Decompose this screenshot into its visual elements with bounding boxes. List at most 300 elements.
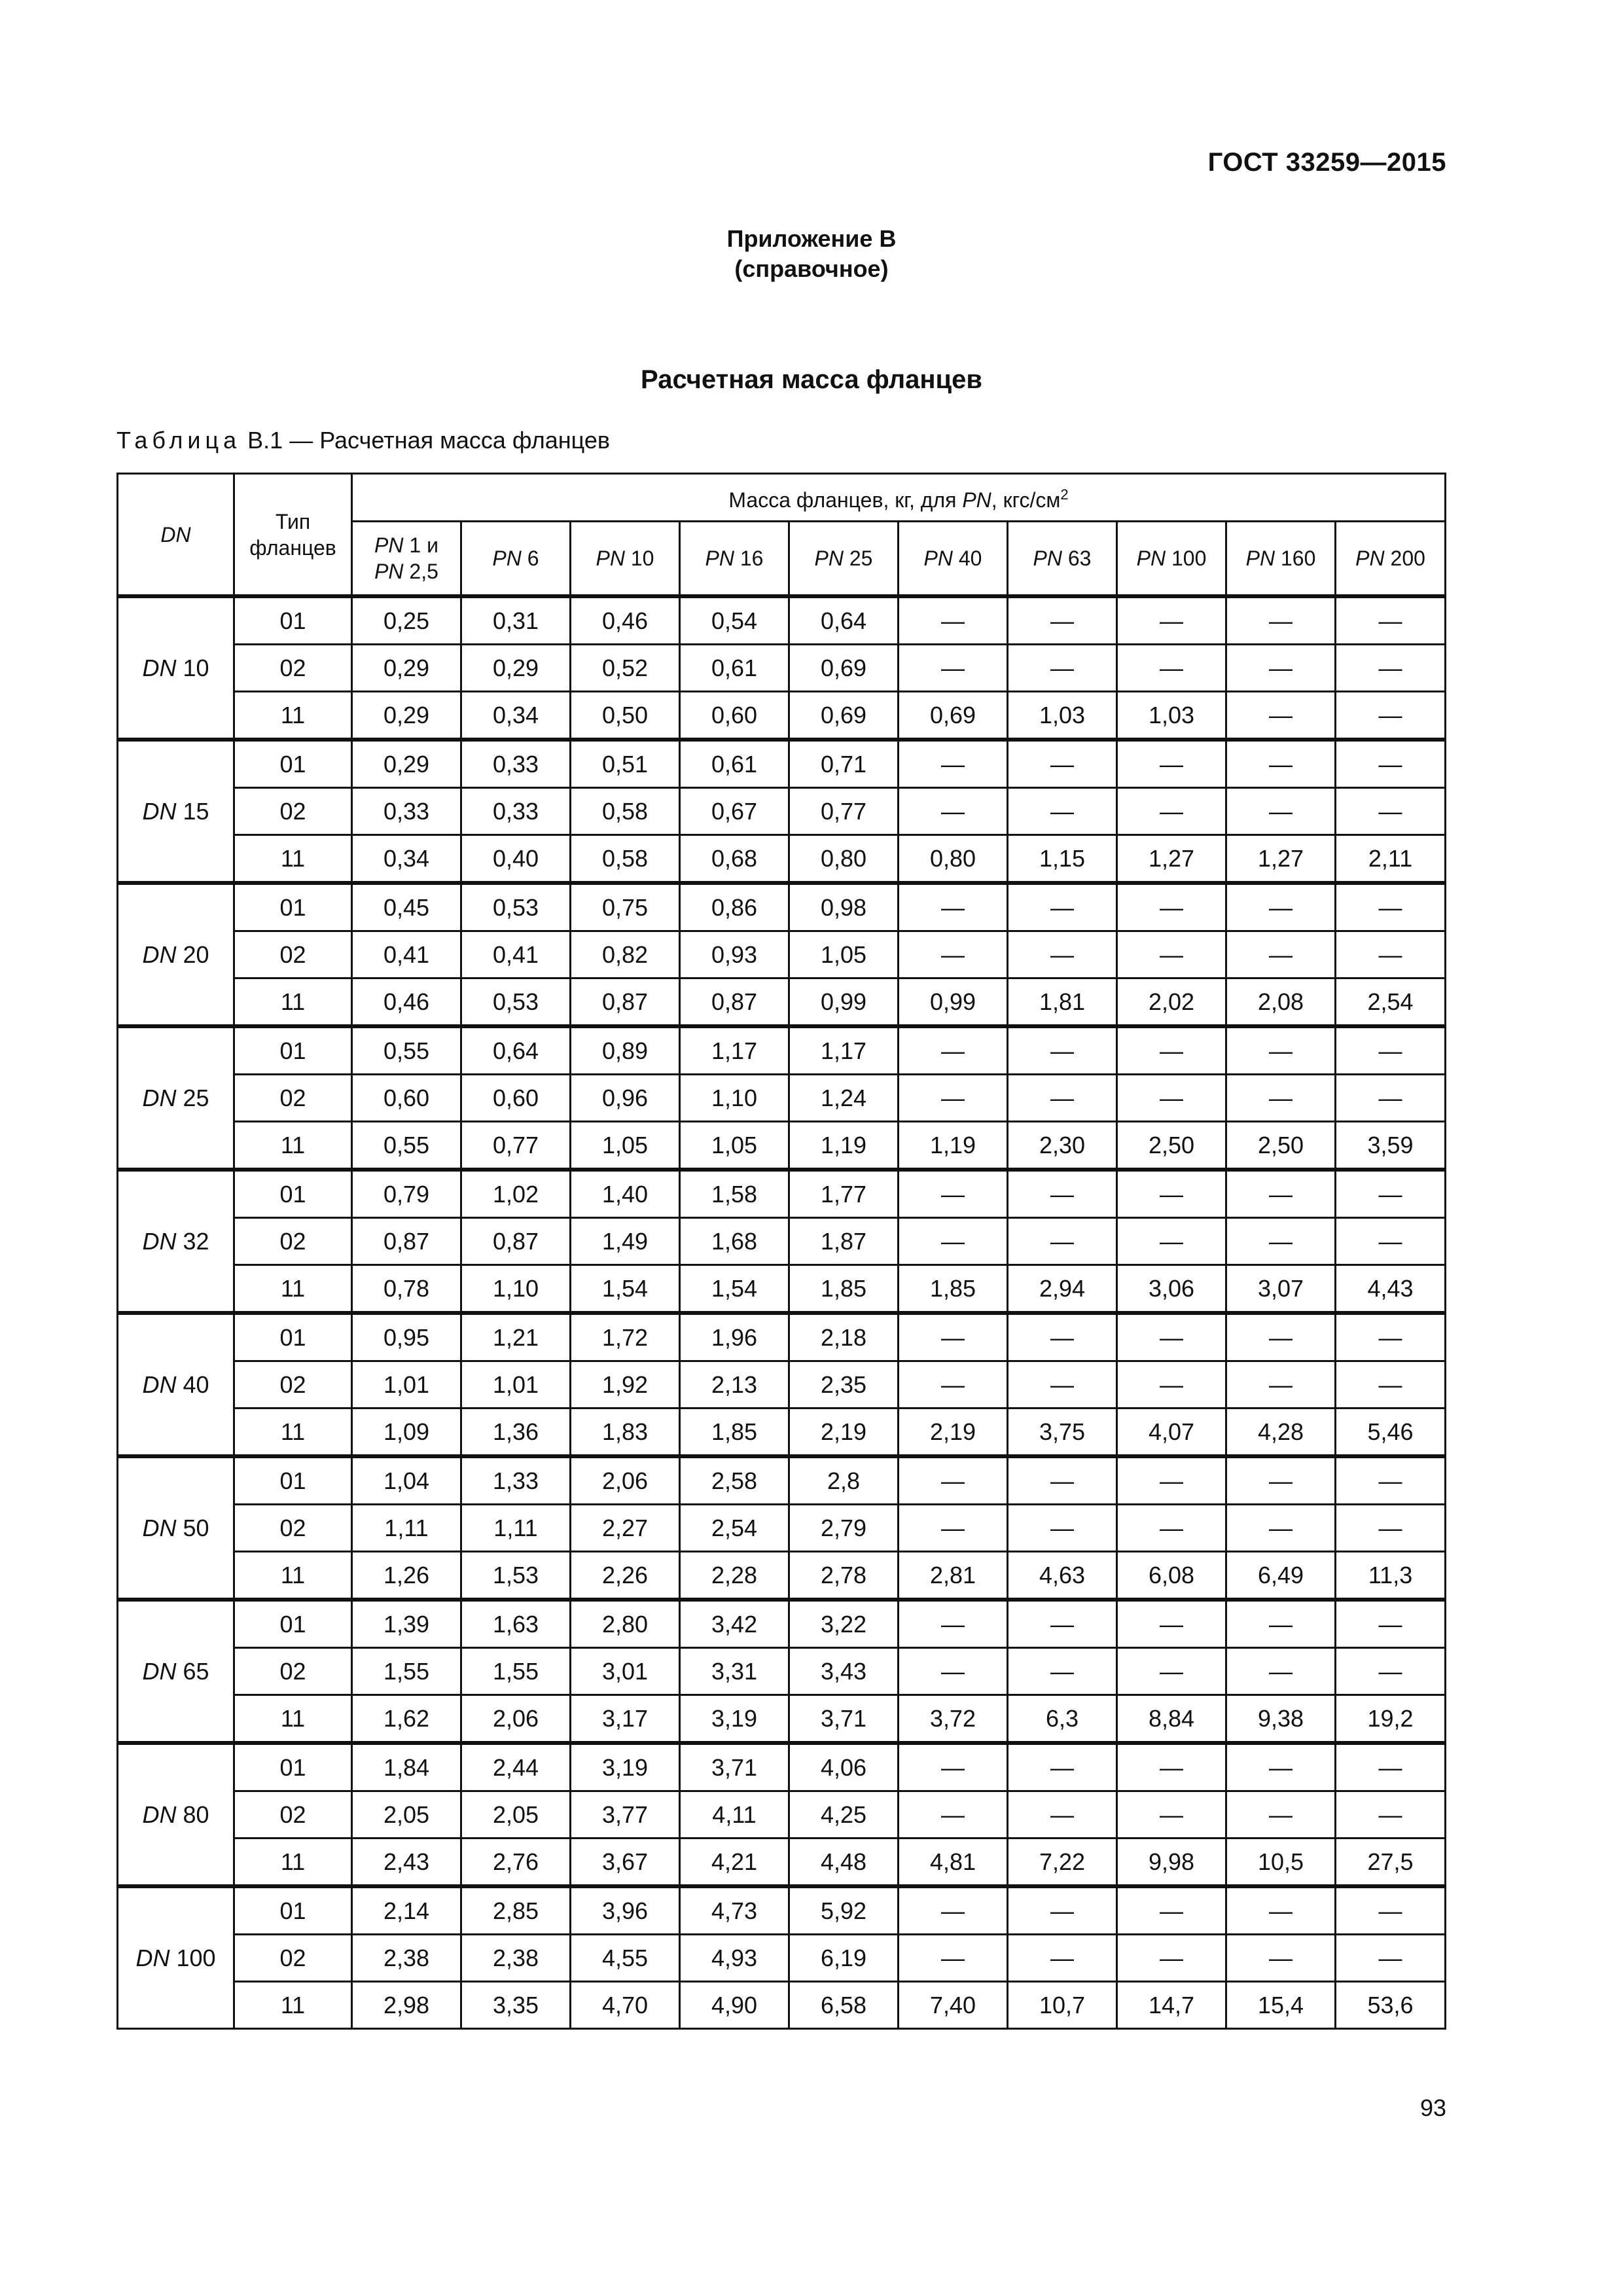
mass-value-cell: — <box>899 1600 1008 1648</box>
mass-value-cell: 1,09 <box>352 1408 461 1457</box>
table-row <box>118 596 1446 645</box>
mass-value-cell: — <box>1008 1791 1117 1839</box>
mass-value-cell: 7,22 <box>1008 1839 1117 1887</box>
mass-value-cell: — <box>1336 645 1446 692</box>
dn-cell: DN 15 <box>118 740 234 883</box>
table-row <box>118 1982 1446 2029</box>
mass-value-cell: — <box>1117 1361 1226 1408</box>
mass-value-cell: 2,54 <box>680 1505 789 1552</box>
mass-value-cell: — <box>1117 1505 1226 1552</box>
flange-type-cell: 01 <box>234 1026 352 1075</box>
mass-value-cell: 0,96 <box>571 1075 680 1122</box>
table-row <box>118 1170 1446 1218</box>
dn-cell: DN 25 <box>118 1026 234 1170</box>
mass-value-cell: 2,94 <box>1008 1265 1117 1314</box>
mass-value-cell: 1,49 <box>571 1218 680 1265</box>
mass-value-cell: — <box>899 1743 1008 1791</box>
table-caption <box>116 427 610 454</box>
mass-value-cell: 0,45 <box>352 883 461 931</box>
mass-value-cell: — <box>1008 1600 1117 1648</box>
mass-value-cell: — <box>1336 740 1446 788</box>
mass-value-cell: 0,79 <box>352 1170 461 1218</box>
table-body <box>118 596 1446 2029</box>
mass-value-cell: 0,77 <box>461 1122 571 1170</box>
dn-cell: DN 40 <box>118 1313 234 1456</box>
mass-value-cell: 9,38 <box>1226 1695 1336 1744</box>
mass-value-cell: 1,40 <box>571 1170 680 1218</box>
mass-value-cell: 4,81 <box>899 1839 1008 1887</box>
table-row <box>118 645 1446 692</box>
mass-value-cell: 10,5 <box>1226 1839 1336 1887</box>
mass-value-cell: 0,58 <box>571 835 680 884</box>
mass-value-cell: 6,08 <box>1117 1552 1226 1600</box>
mass-value-cell: 0,29 <box>461 645 571 692</box>
mass-value-cell: — <box>1008 1075 1117 1122</box>
mass-value-cell: 3,17 <box>571 1695 680 1744</box>
flange-type-cell: 02 <box>234 645 352 692</box>
mass-value-cell: 0,60 <box>352 1075 461 1122</box>
mass-value-cell: 6,3 <box>1008 1695 1117 1744</box>
mass-value-cell: 3,71 <box>680 1743 789 1791</box>
flange-type-cell: 11 <box>234 1265 352 1314</box>
mass-value-cell: — <box>1117 1170 1226 1218</box>
group-header-pn: PN <box>962 488 991 512</box>
column-header-pn: PN 10 <box>571 522 680 597</box>
mass-value-cell: 0,64 <box>461 1026 571 1075</box>
mass-value-cell: 2,26 <box>571 1552 680 1600</box>
mass-value-cell: — <box>899 1648 1008 1695</box>
table-row <box>118 692 1446 740</box>
mass-value-cell: 0,61 <box>680 740 789 788</box>
mass-value-cell: 1,11 <box>352 1505 461 1552</box>
mass-value-cell: 2,14 <box>352 1886 461 1935</box>
mass-value-cell: 0,33 <box>461 788 571 835</box>
mass-value-cell: 0,75 <box>571 883 680 931</box>
mass-value-cell: 2,79 <box>789 1505 899 1552</box>
mass-value-cell: 2,11 <box>1336 835 1446 884</box>
mass-value-cell: 11,3 <box>1336 1552 1446 1600</box>
mass-value-cell: 3,31 <box>680 1648 789 1695</box>
mass-value-cell: — <box>899 1886 1008 1935</box>
appendix-heading <box>0 224 1623 284</box>
mass-value-cell: 0,46 <box>352 978 461 1027</box>
mass-value-cell: — <box>1336 1170 1446 1218</box>
mass-value-cell: — <box>1008 1743 1117 1791</box>
mass-value-cell: 3,35 <box>461 1982 571 2029</box>
mass-value-cell: 3,01 <box>571 1648 680 1695</box>
column-header-pn: PN 200 <box>1336 522 1446 597</box>
mass-value-cell: — <box>1336 1935 1446 1982</box>
mass-value-cell: — <box>1008 1361 1117 1408</box>
flange-type-cell: 02 <box>234 1505 352 1552</box>
mass-value-cell: 0,80 <box>789 835 899 884</box>
mass-value-cell: 1,03 <box>1117 692 1226 740</box>
table-row <box>118 1886 1446 1935</box>
mass-value-cell: 0,77 <box>789 788 899 835</box>
table-row <box>118 1791 1446 1839</box>
column-header-pn: PN 100 <box>1117 522 1226 597</box>
mass-value-cell: 1,96 <box>680 1313 789 1361</box>
mass-value-cell: 53,6 <box>1336 1982 1446 2029</box>
mass-value-cell: 1,85 <box>680 1408 789 1457</box>
mass-value-cell: 1,21 <box>461 1313 571 1361</box>
table-caption-text: — Расчетная масса фланцев <box>283 427 611 454</box>
mass-value-cell: 0,53 <box>461 883 571 931</box>
mass-value-cell: 0,25 <box>352 596 461 645</box>
mass-value-cell: 2,06 <box>461 1695 571 1744</box>
mass-value-cell: 10,7 <box>1008 1982 1117 2029</box>
mass-value-cell: — <box>1117 1935 1226 1982</box>
mass-value-cell: — <box>1336 788 1446 835</box>
mass-value-cell: 0,31 <box>461 596 571 645</box>
mass-value-cell: — <box>1226 1361 1336 1408</box>
mass-value-cell: 0,33 <box>461 740 571 788</box>
mass-value-cell: 1,01 <box>352 1361 461 1408</box>
mass-value-cell: 1,27 <box>1226 835 1336 884</box>
mass-value-cell: — <box>899 1218 1008 1265</box>
mass-value-cell: 0,71 <box>789 740 899 788</box>
mass-value-cell: 1,01 <box>461 1361 571 1408</box>
mass-value-cell: 4,25 <box>789 1791 899 1839</box>
column-group-header-mass <box>352 474 1446 522</box>
flange-type-cell: 11 <box>234 1839 352 1887</box>
mass-value-cell: — <box>1117 1075 1226 1122</box>
mass-value-cell: 0,87 <box>352 1218 461 1265</box>
mass-value-cell: 1,03 <box>1008 692 1117 740</box>
column-header-pn-1-2-5 <box>352 522 461 597</box>
mass-value-cell: — <box>899 1075 1008 1122</box>
mass-value-cell: 0,58 <box>571 788 680 835</box>
mass-value-cell: 1,05 <box>571 1122 680 1170</box>
mass-value-cell: 0,87 <box>571 978 680 1027</box>
mass-value-cell: 3,43 <box>789 1648 899 1695</box>
mass-value-cell: 3,19 <box>680 1695 789 1744</box>
mass-value-cell: 1,63 <box>461 1600 571 1648</box>
flange-type-cell: 11 <box>234 1695 352 1744</box>
mass-value-cell: — <box>1226 1026 1336 1075</box>
mass-value-cell: — <box>899 1026 1008 1075</box>
column-header-flange-type-line2: фланцев <box>249 535 336 560</box>
table-row <box>118 1408 1446 1457</box>
mass-value-cell: 2,19 <box>899 1408 1008 1457</box>
dn-cell: DN 50 <box>118 1456 234 1600</box>
mass-value-cell: — <box>899 596 1008 645</box>
mass-value-cell: 0,61 <box>680 645 789 692</box>
mass-value-cell: 1,02 <box>461 1170 571 1218</box>
mass-value-cell: 2,43 <box>352 1839 461 1887</box>
column-header-pn: PN 25 <box>789 522 899 597</box>
mass-value-cell: 15,4 <box>1226 1982 1336 2029</box>
mass-value-cell: 2,44 <box>461 1743 571 1791</box>
mass-value-cell: — <box>1226 883 1336 931</box>
mass-value-cell: — <box>1226 1170 1336 1218</box>
mass-value-cell: 14,7 <box>1117 1982 1226 2029</box>
mass-value-cell: — <box>1226 1218 1336 1265</box>
mass-value-cell: — <box>1008 1648 1117 1695</box>
mass-value-cell: — <box>1226 596 1336 645</box>
mass-value-cell: 0,60 <box>461 1075 571 1122</box>
mass-value-cell: — <box>1226 1886 1336 1935</box>
mass-value-cell: 0,98 <box>789 883 899 931</box>
flange-type-cell: 01 <box>234 1313 352 1361</box>
mass-value-cell: 4,63 <box>1008 1552 1117 1600</box>
mass-value-cell: 2,38 <box>461 1935 571 1982</box>
mass-value-cell: 3,75 <box>1008 1408 1117 1457</box>
mass-value-cell: 0,99 <box>899 978 1008 1027</box>
mass-value-cell: 1,05 <box>789 931 899 978</box>
mass-value-cell: 27,5 <box>1336 1839 1446 1887</box>
mass-value-cell: 19,2 <box>1336 1695 1446 1744</box>
mass-value-cell: 0,93 <box>680 931 789 978</box>
mass-value-cell: 0,99 <box>789 978 899 1027</box>
mass-value-cell: 1,54 <box>680 1265 789 1314</box>
mass-value-cell: — <box>1226 1075 1336 1122</box>
mass-value-cell: — <box>1008 1935 1117 1982</box>
mass-value-cell: 0,87 <box>461 1218 571 1265</box>
mass-value-cell: 1,27 <box>1117 835 1226 884</box>
mass-value-cell: 3,67 <box>571 1839 680 1887</box>
mass-value-cell: — <box>1336 1026 1446 1075</box>
mass-value-cell: 2,08 <box>1226 978 1336 1027</box>
mass-value-cell: 1,33 <box>461 1456 571 1505</box>
mass-value-cell: 4,48 <box>789 1839 899 1887</box>
mass-value-cell: 2,30 <box>1008 1122 1117 1170</box>
mass-value-cell: — <box>1008 788 1117 835</box>
mass-value-cell: 0,69 <box>899 692 1008 740</box>
table-row <box>118 1505 1446 1552</box>
mass-value-cell: 1,54 <box>571 1265 680 1314</box>
mass-value-cell: 1,17 <box>680 1026 789 1075</box>
column-header-flange-type <box>234 474 352 597</box>
mass-value-cell: — <box>1008 1456 1117 1505</box>
mass-value-cell: 1,87 <box>789 1218 899 1265</box>
flange-type-cell: 11 <box>234 978 352 1027</box>
table-row <box>118 1600 1446 1648</box>
mass-value-cell: 0,87 <box>680 978 789 1027</box>
mass-value-cell: 7,40 <box>899 1982 1008 2029</box>
mass-value-cell: 3,96 <box>571 1886 680 1935</box>
mass-value-cell: 2,58 <box>680 1456 789 1505</box>
table-row <box>118 1265 1446 1314</box>
mass-value-cell: — <box>1226 1505 1336 1552</box>
mass-value-cell: — <box>899 788 1008 835</box>
mass-value-cell: — <box>1336 692 1446 740</box>
flange-type-cell: 02 <box>234 1218 352 1265</box>
table-row <box>118 740 1446 788</box>
table-row <box>118 1026 1446 1075</box>
mass-value-cell: — <box>1226 645 1336 692</box>
mass-value-cell: — <box>899 645 1008 692</box>
table-row <box>118 788 1446 835</box>
mass-value-cell: 0,34 <box>461 692 571 740</box>
mass-value-cell: 0,29 <box>352 692 461 740</box>
dn-cell: DN 100 <box>118 1886 234 2029</box>
table-row <box>118 978 1446 1027</box>
mass-value-cell: — <box>1117 1313 1226 1361</box>
mass-value-cell: — <box>1336 1648 1446 1695</box>
table-row <box>118 835 1446 884</box>
mass-value-cell: 1,26 <box>352 1552 461 1600</box>
mass-value-cell: 1,81 <box>1008 978 1117 1027</box>
dn-cell: DN 10 <box>118 596 234 740</box>
mass-value-cell: 6,49 <box>1226 1552 1336 1600</box>
table-row <box>118 931 1446 978</box>
mass-value-cell: — <box>899 931 1008 978</box>
mass-value-cell: — <box>1336 596 1446 645</box>
mass-value-cell: 1,83 <box>571 1408 680 1457</box>
flange-type-cell: 01 <box>234 1743 352 1791</box>
flange-type-cell: 02 <box>234 1791 352 1839</box>
mass-value-cell: — <box>1117 931 1226 978</box>
mass-value-cell: — <box>1008 1505 1117 1552</box>
mass-value-cell: — <box>1226 1456 1336 1505</box>
mass-value-cell: — <box>899 883 1008 931</box>
mass-value-cell: 0,95 <box>352 1313 461 1361</box>
mass-value-cell: 1,36 <box>461 1408 571 1457</box>
mass-value-cell: 3,06 <box>1117 1265 1226 1314</box>
table-row <box>118 883 1446 931</box>
mass-value-cell: 4,28 <box>1226 1408 1336 1457</box>
mass-value-cell: 2,05 <box>352 1791 461 1839</box>
group-header-text: Масса фланцев, кг, для <box>728 488 963 512</box>
mass-value-cell: 1,84 <box>352 1743 461 1791</box>
mass-value-cell: — <box>1336 883 1446 931</box>
mass-value-cell: — <box>1008 596 1117 645</box>
mass-value-cell: 1,85 <box>789 1265 899 1314</box>
mass-value-cell: 2,54 <box>1336 978 1446 1027</box>
mass-value-cell: 1,04 <box>352 1456 461 1505</box>
flange-mass-table <box>116 473 1446 2030</box>
dn-cell: DN 20 <box>118 883 234 1026</box>
appendix-subtitle: (справочное) <box>734 255 889 282</box>
mass-value-cell: 0,50 <box>571 692 680 740</box>
mass-value-cell: 1,55 <box>461 1648 571 1695</box>
flange-type-cell: 11 <box>234 1122 352 1170</box>
mass-value-cell: — <box>1117 740 1226 788</box>
mass-value-cell: 2,98 <box>352 1982 461 2029</box>
flange-type-cell: 01 <box>234 1886 352 1935</box>
mass-value-cell: 2,06 <box>571 1456 680 1505</box>
flange-type-cell: 11 <box>234 692 352 740</box>
table-row <box>118 1122 1446 1170</box>
mass-value-cell: 4,90 <box>680 1982 789 2029</box>
mass-value-cell: 2,38 <box>352 1935 461 1982</box>
table-row <box>118 1839 1446 1887</box>
mass-value-cell: 0,53 <box>461 978 571 1027</box>
flange-type-cell: 02 <box>234 788 352 835</box>
group-header-unit: , кгс/см <box>991 488 1061 512</box>
mass-value-cell: 0,82 <box>571 931 680 978</box>
mass-value-cell: — <box>1008 740 1117 788</box>
mass-value-cell: 1,39 <box>352 1600 461 1648</box>
mass-value-cell: 1,77 <box>789 1170 899 1218</box>
mass-value-cell: 4,21 <box>680 1839 789 1887</box>
mass-value-cell: 1,17 <box>789 1026 899 1075</box>
mass-value-cell: 2,50 <box>1226 1122 1336 1170</box>
mass-value-cell: — <box>1226 1935 1336 1982</box>
mass-value-cell: 1,85 <box>899 1265 1008 1314</box>
flange-type-cell: 01 <box>234 740 352 788</box>
flange-type-cell: 02 <box>234 931 352 978</box>
mass-value-cell: — <box>1226 1600 1336 1648</box>
flange-type-cell: 02 <box>234 1935 352 1982</box>
mass-value-cell: 0,54 <box>680 596 789 645</box>
mass-value-cell: 0,69 <box>789 645 899 692</box>
table-row <box>118 1361 1446 1408</box>
table-row <box>118 1552 1446 1600</box>
mass-value-cell: 9,98 <box>1117 1839 1226 1887</box>
mass-value-cell: — <box>899 1170 1008 1218</box>
column-header-pn: PN 63 <box>1008 522 1117 597</box>
mass-value-cell: — <box>1117 1648 1226 1695</box>
mass-value-cell: 2,13 <box>680 1361 789 1408</box>
mass-value-cell: 1,15 <box>1008 835 1117 884</box>
mass-value-cell: — <box>899 1361 1008 1408</box>
table-row <box>118 1935 1446 1982</box>
table-row <box>118 1218 1446 1265</box>
mass-value-cell: 0,55 <box>352 1026 461 1075</box>
document-code: ГОСТ 33259—2015 <box>1207 148 1446 177</box>
mass-value-cell: 3,07 <box>1226 1265 1336 1314</box>
flange-type-cell: 02 <box>234 1075 352 1122</box>
mass-value-cell: 4,06 <box>789 1743 899 1791</box>
table-row <box>118 1075 1446 1122</box>
flange-type-cell: 01 <box>234 596 352 645</box>
table-caption-number: В.1 <box>247 427 283 454</box>
mass-value-cell: 2,19 <box>789 1408 899 1457</box>
mass-value-cell: 0,29 <box>352 740 461 788</box>
mass-value-cell: 2,50 <box>1117 1122 1226 1170</box>
mass-value-cell: — <box>1008 883 1117 931</box>
mass-value-cell: — <box>1117 596 1226 645</box>
mass-value-cell: 8,84 <box>1117 1695 1226 1744</box>
mass-value-cell: 5,46 <box>1336 1408 1446 1457</box>
mass-value-cell: 4,11 <box>680 1791 789 1839</box>
column-header-pn: PN 16 <box>680 522 789 597</box>
column-header-pn: PN 40 <box>899 522 1008 597</box>
mass-value-cell: 1,10 <box>680 1075 789 1122</box>
mass-value-cell: 6,19 <box>789 1935 899 1982</box>
mass-value-cell: 2,76 <box>461 1839 571 1887</box>
mass-value-cell: — <box>899 1791 1008 1839</box>
mass-value-cell: — <box>1226 1743 1336 1791</box>
mass-value-cell: 1,92 <box>571 1361 680 1408</box>
mass-value-cell: 0,60 <box>680 692 789 740</box>
mass-value-cell: — <box>1336 1600 1446 1648</box>
mass-value-cell: 0,51 <box>571 740 680 788</box>
mass-value-cell: 3,22 <box>789 1600 899 1648</box>
mass-value-cell: — <box>1226 931 1336 978</box>
mass-value-cell: — <box>1336 1505 1446 1552</box>
appendix-title: Приложение В <box>726 225 897 252</box>
mass-value-cell: — <box>1226 740 1336 788</box>
flange-type-cell: 11 <box>234 1982 352 2029</box>
mass-value-cell: — <box>1336 1743 1446 1791</box>
mass-value-cell: — <box>1336 1313 1446 1361</box>
flange-type-cell: 02 <box>234 1361 352 1408</box>
column-header-pn: PN 160 <box>1226 522 1336 597</box>
mass-value-cell: 0,34 <box>352 835 461 884</box>
mass-value-cell: 2,18 <box>789 1313 899 1361</box>
mass-value-cell: 2,27 <box>571 1505 680 1552</box>
flange-type-cell: 01 <box>234 1170 352 1218</box>
mass-value-cell: — <box>899 1505 1008 1552</box>
mass-value-cell: 0,41 <box>461 931 571 978</box>
mass-value-cell: 0,68 <box>680 835 789 884</box>
flange-type-cell: 11 <box>234 1552 352 1600</box>
mass-value-cell: 2,35 <box>789 1361 899 1408</box>
mass-value-cell: — <box>899 1456 1008 1505</box>
